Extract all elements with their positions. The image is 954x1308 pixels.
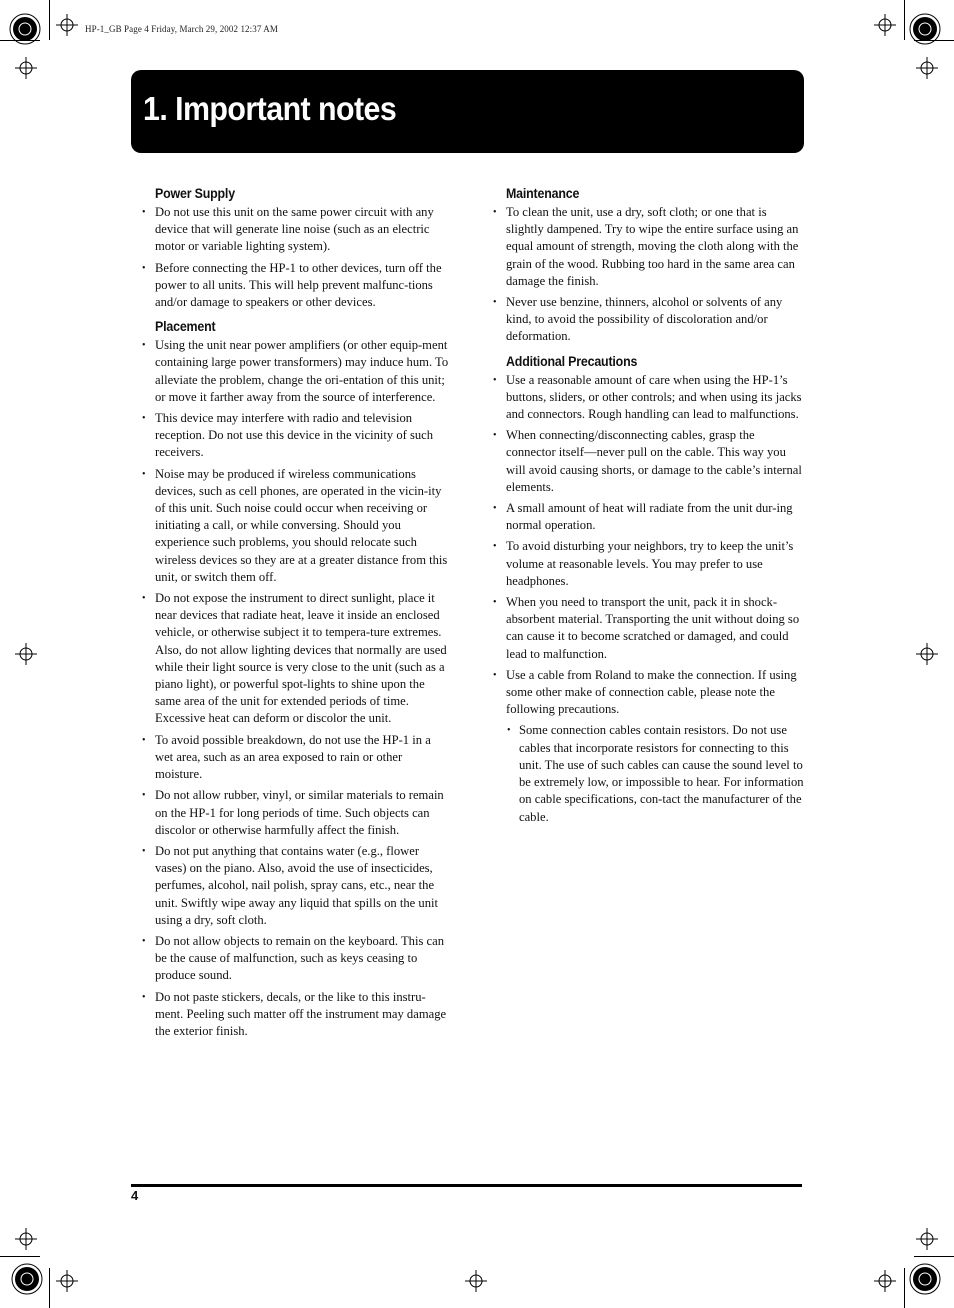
list-item-text: Do not use this unit on the same power circuit with any device that will generate line noise (such as an electric motor or variable lighting system).	[155, 205, 434, 254]
bullet-icon: •	[493, 597, 497, 609]
bullet-icon: •	[142, 207, 146, 218]
bullet-icon: •	[493, 669, 497, 681]
list-item	[141, 466, 451, 586]
list-item	[492, 427, 804, 496]
bullet-icon: •	[493, 541, 497, 553]
list-item-text: A small amount of heat will radiate from the unit dur-ing normal operation.	[506, 501, 793, 533]
section-maintenance	[492, 185, 804, 346]
sub-list-item	[506, 722, 804, 825]
list-item-text: Do not paste stickers, decals, or the like to this instru-ment. Peeling such matter off the instrument may damage the exterior finish.	[155, 989, 447, 1038]
list-item	[141, 933, 451, 985]
section-additional-precautions	[492, 353, 804, 826]
list-item-text: Do not expose the instrument to direct sunlight, place it near devices that radiate heat, leave it inside an enclosed vehicle, or otherwise subject it to tempera-ture extremes. Also, do not allow lighting devices that normally are used while their light source is very close to the unit (such as a piano light), or powerful spot-lights to shine upon the same area of the unit for extended periods of time. Excessive heat can deform or discolor the unit.	[155, 591, 447, 726]
crosshair-icon	[56, 1270, 78, 1292]
crosshair-icon	[465, 1270, 487, 1292]
bullet-icon: •	[142, 935, 146, 947]
print-slug: HP-1_GB Page 4 Friday, March 29, 2002 12:37 AM	[85, 24, 279, 34]
page-title: 1. Important notes	[143, 90, 397, 127]
list-item	[141, 989, 451, 1041]
list-item-text: When connecting/disconnecting cables, grasp the connector itself—never pull on the cable. This way you will avoid causing shorts, or damage to the cable’s internal elements.	[506, 428, 802, 494]
list-item	[141, 337, 451, 406]
list-item-text: Using the unit near power amplifiers (or other equip-ment containing large power transformers) may induce hum. To alleviate the problem, change the ori-entation of this unit; or move it farther away from the source of interference.	[155, 338, 449, 404]
list-item	[492, 500, 804, 534]
section-placement	[141, 318, 451, 1040]
list-item-text: Before connecting the HP-1 to other devices, turn off the power to all units. This will help prevent malfunc-tions and/or damage to speakers or other devices.	[155, 260, 442, 310]
bullet-icon: •	[142, 340, 146, 352]
list-item	[492, 204, 804, 290]
list-item-text: To avoid disturbing your neighbors, try to keep the unit’s volume at reasonable levels. You may prefer to use headphones.	[506, 539, 794, 588]
crosshair-icon	[15, 57, 37, 79]
list-item-text: To clean the unit, use a dry, soft cloth; or one that is slightly dampened. Try to wipe the entire surface using an equal amount of strength, moving the cloth along with the grain of the wood. Rubbing too hard in the same area can damage the finish.	[506, 205, 799, 288]
list-item-text: Noise may be produced if wireless communications devices, such as cell phones, are operated in the vicin-ity of this unit. Such noise could occur when receiving or initiating a call, or while conversing. Should you experience such problems, you should relocate such wireless devices so they are at a greater distance from this unit, or switch them off.	[155, 466, 448, 584]
list-item	[141, 204, 451, 256]
crosshair-icon	[874, 14, 896, 36]
list-item-text: To avoid possible breakdown, do not use the HP-1 in a wet area, such as an area exposed to rain or other moisture.	[155, 732, 431, 782]
crop-line	[904, 1268, 905, 1308]
left-column	[141, 185, 451, 1047]
list-item	[141, 732, 451, 784]
crosshair-icon	[916, 643, 938, 665]
registration-mark-icon	[10, 1262, 44, 1296]
section-heading: Additional Precautions	[506, 353, 638, 369]
section-power-supply	[141, 185, 451, 311]
crop-line	[0, 40, 40, 41]
bullet-icon: •	[493, 430, 497, 442]
crosshair-icon	[15, 1228, 37, 1250]
bullet-icon: •	[142, 468, 146, 480]
bullet-icon: •	[142, 413, 146, 425]
list-item-text: Do not allow objects to remain on the keyboard. This can be the cause of malfunction, such as keys ceasing to produce sound.	[155, 933, 445, 983]
crop-line	[914, 1256, 954, 1257]
bullet-icon: •	[493, 297, 497, 309]
bullet-icon: •	[142, 991, 146, 1003]
list-item-text: Never use benzine, thinners, alcohol or solvents of any kind, to avoid the possibility of discoloration and/or deformation.	[506, 295, 783, 344]
crop-line	[0, 1256, 40, 1257]
crop-line	[904, 0, 905, 40]
bullet-icon: •	[493, 374, 497, 386]
section-heading: Placement	[155, 319, 216, 335]
crop-line	[49, 0, 50, 40]
list-item-text: Use a reasonable amount of care when using the HP-1’s buttons, sliders, or other controls; and when using its jacks and connectors. Rough handling can lead to malfunctions.	[506, 372, 802, 422]
list-item-text: Some connection cables contain resistors. Do not use cables that incorporate resistors for connecting to this unit. The use of such cables can cause the sound level to be extremely low, or impossible to hear. For information on cable specifications, con-tact the manufacturer of the cable.	[519, 723, 804, 824]
list-item	[492, 667, 804, 826]
list-item	[141, 590, 451, 728]
crosshair-icon	[874, 1270, 896, 1292]
bullet-icon: •	[493, 503, 497, 515]
page-number: 4	[131, 1188, 139, 1203]
registration-mark-icon	[908, 1262, 942, 1296]
right-column	[492, 185, 804, 833]
title-bar	[131, 70, 804, 153]
crosshair-icon	[916, 57, 938, 79]
list-item	[141, 787, 451, 839]
bullet-icon: •	[507, 725, 511, 737]
list-item	[492, 594, 804, 663]
crosshair-icon	[56, 14, 78, 36]
list-item	[492, 372, 804, 424]
crop-line	[49, 1268, 50, 1308]
list-item	[141, 843, 451, 929]
section-heading: Maintenance	[506, 186, 580, 201]
crop-line	[914, 40, 954, 41]
list-item	[492, 538, 804, 590]
bullet-icon: •	[493, 207, 497, 218]
footer-rule	[131, 1184, 802, 1187]
list-item-text: Do not allow rubber, vinyl, or similar materials to remain on the HP-1 for long periods of time. Such objects can discolor or otherwise harmfully affect the finish.	[155, 788, 444, 837]
bullet-icon: •	[142, 790, 146, 802]
crosshair-icon	[15, 643, 37, 665]
list-item-text: Do not put anything that contains water (e.g., flower vases) on the piano. Also, avoid the use of insecticides, perfumes, alcohol, nail polish, spray cans, etc., near the unit. Swiftly wipe away any liquid that spills on the unit using a dry, soft cloth.	[155, 843, 438, 927]
bullet-icon: •	[142, 593, 146, 605]
list-item	[492, 294, 804, 346]
bullet-icon: •	[142, 845, 146, 857]
crosshair-icon	[916, 1228, 938, 1250]
list-item-text: Use a cable from Roland to make the connection. If using some other make of connection cable, please note the following precautions.	[506, 667, 797, 717]
list-item-text: This device may interfere with radio and television reception. Do not use this device in the vicinity of such receivers.	[155, 411, 434, 460]
list-item	[141, 410, 451, 462]
bullet-icon: •	[142, 262, 146, 274]
bullet-icon: •	[142, 734, 146, 746]
list-item-text: When you need to transport the unit, pack it in shock-absorbent material. Transporting the unit without doing so can cause it to become scratched or damaged, and could lead to malfunction.	[506, 595, 800, 661]
section-heading: Power Supply	[155, 186, 235, 201]
list-item	[141, 260, 451, 312]
